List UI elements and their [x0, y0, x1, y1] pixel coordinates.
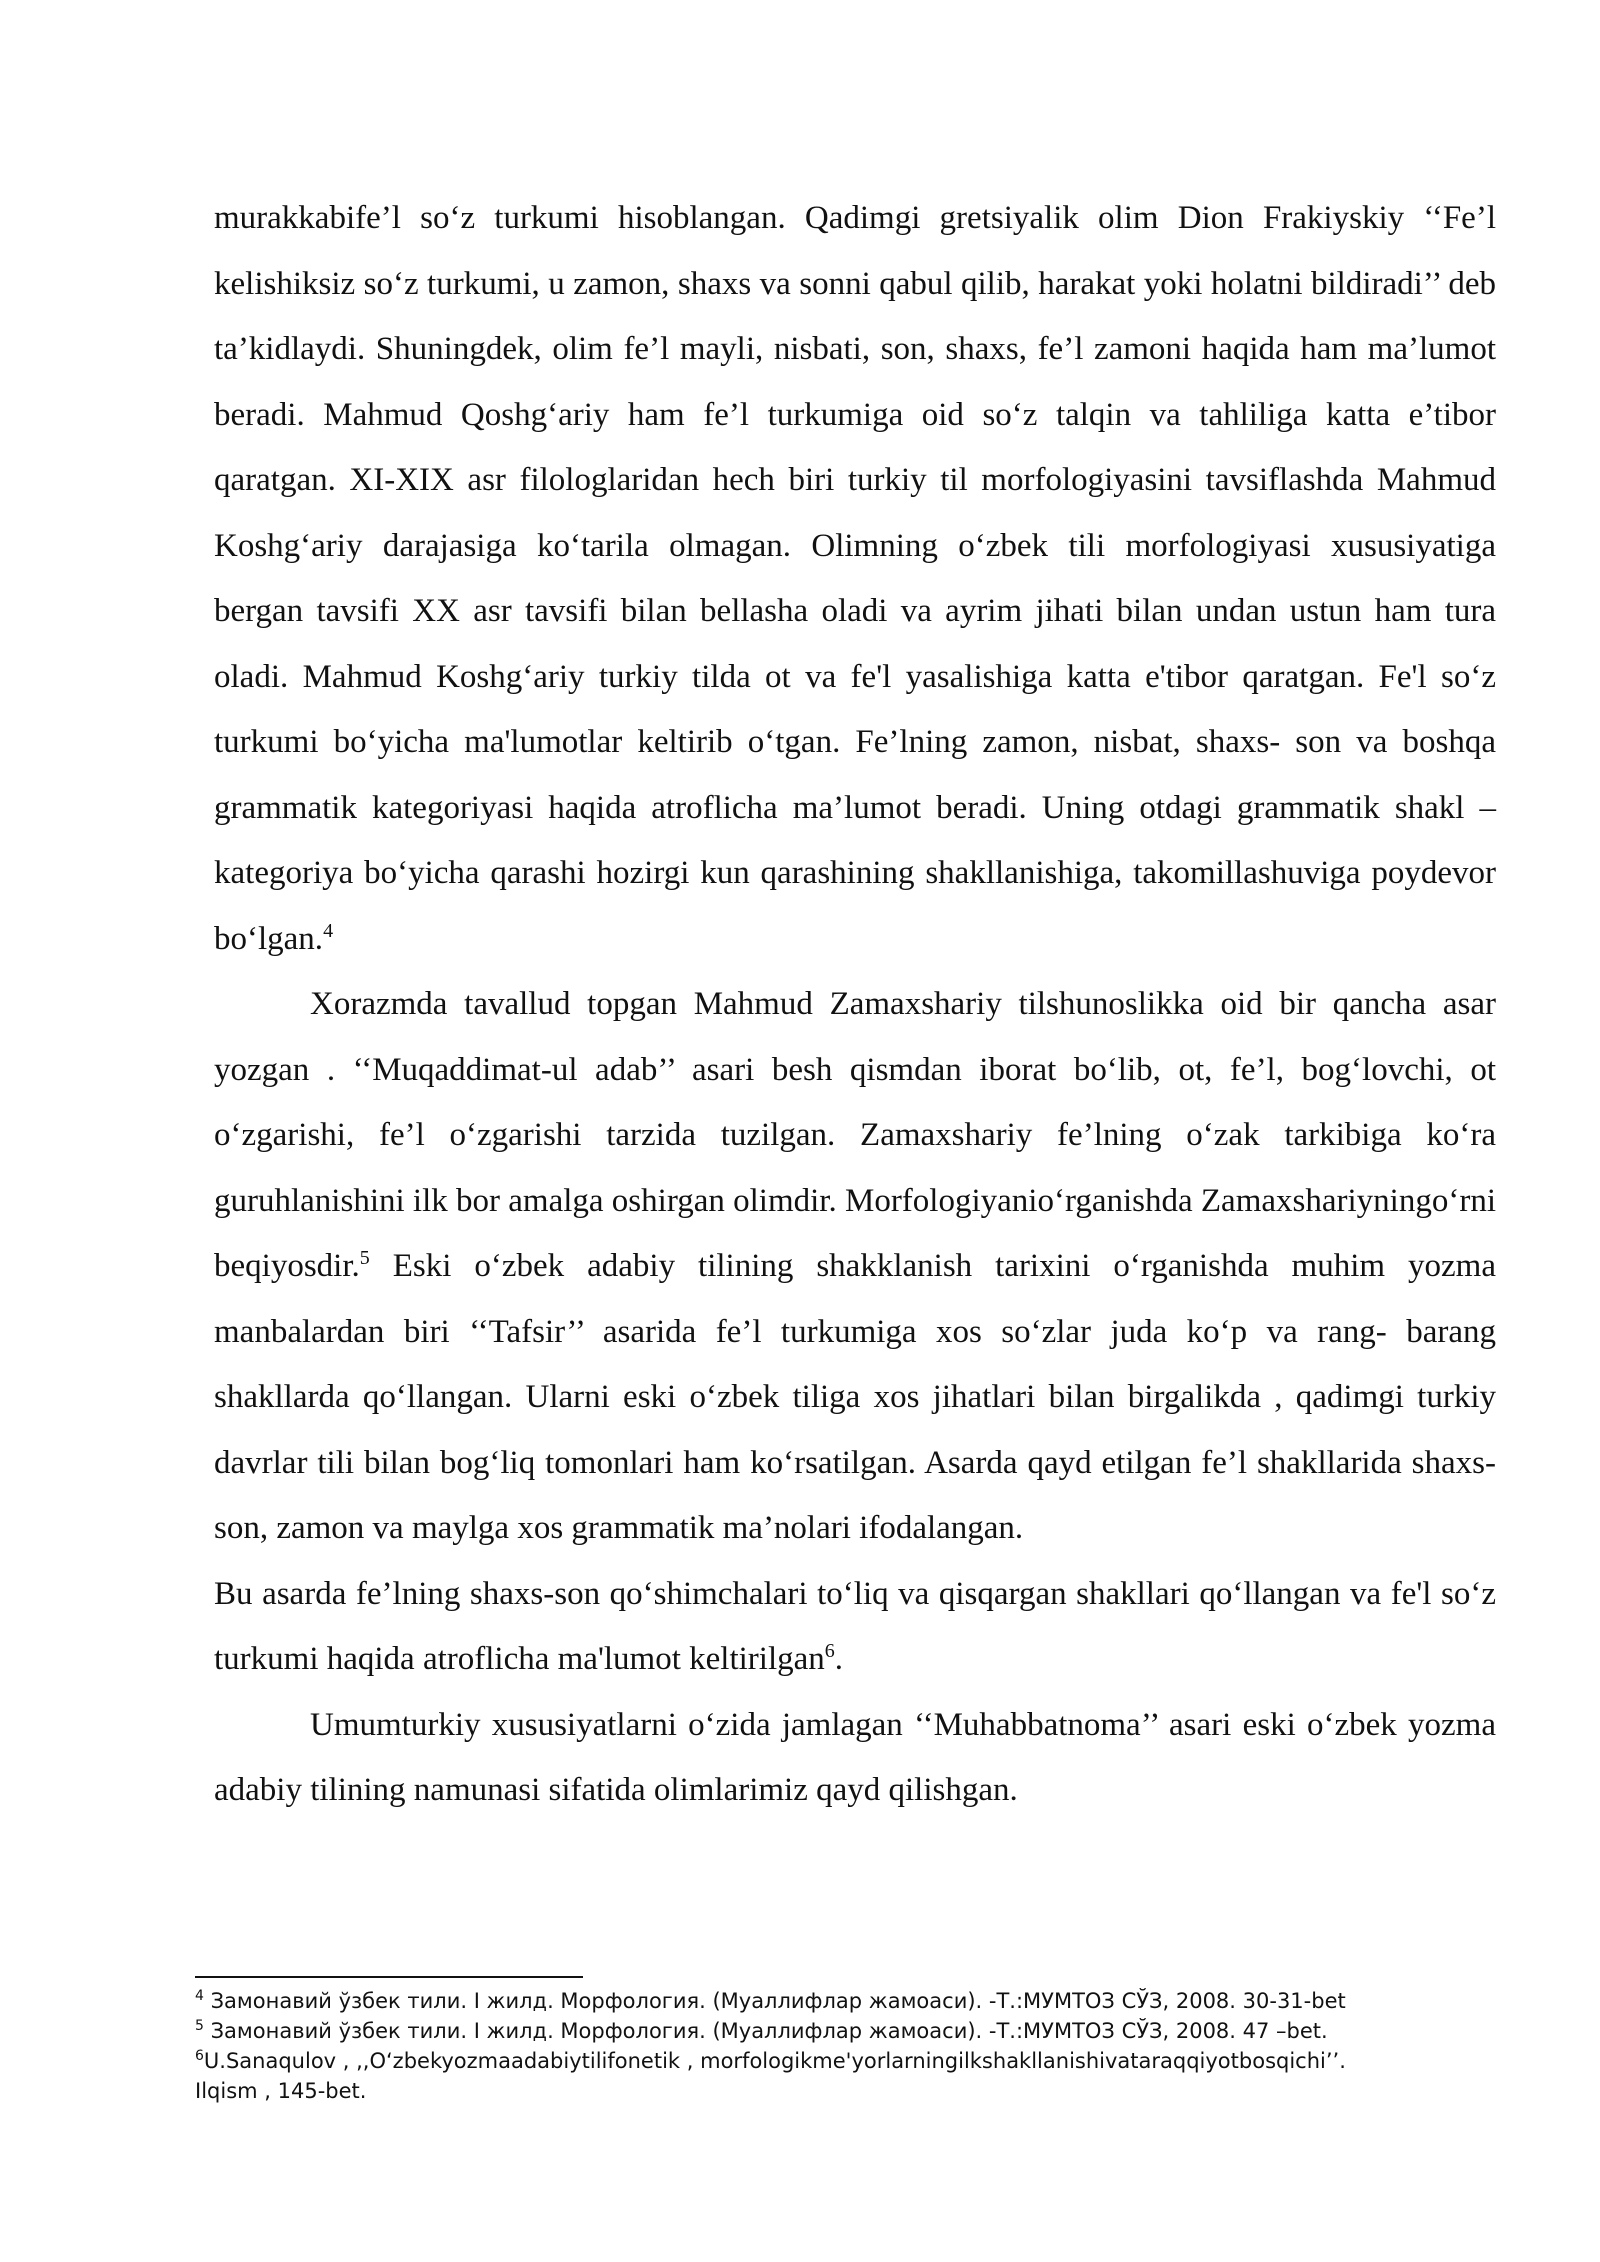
paragraph-text: Bu asarda fe’lning shaxs-son qo‘shimchalari to‘liq va qisqargan shakllari qo‘llangan va fe'l so‘z turkumi haqida atroflicha ma'lumot keltirilgan: [214, 1575, 1496, 1677]
footnote: [195, 1986, 1515, 2016]
footnote-ref[interactable]: 4: [323, 919, 334, 942]
paragraph-text: Umumturkiy xususiyatlarni o‘zida jamlagan ‘‘Muhabbatnoma’’ asari eski o‘zbek yozma adabiy tilining namunasi sifatida olimlarimiz qayd qilishgan.: [214, 1706, 1496, 1808]
footnote-ref[interactable]: 5: [359, 1247, 370, 1269]
footnote-text: Ilqism , 145-bet.: [195, 2079, 367, 2103]
body-paragraph: [214, 972, 1496, 1562]
footnote: [195, 2016, 1515, 2046]
footnote-text: Замонавий ўзбек тили. I жилд. Морфология. (Муаллифлар жамоаси). -Т.:МУМТОЗ СЎЗ, 2008. 30-31-bet: [203, 1989, 1346, 2013]
body-paragraph: [214, 1693, 1496, 1824]
footnote: [195, 2046, 1515, 2076]
footnote-number: 6: [195, 2048, 204, 2064]
body-paragraph: [214, 1562, 1496, 1693]
paragraph-text: .: [834, 1641, 844, 1677]
body-paragraph: [214, 186, 1496, 972]
footnote: [195, 2076, 1515, 2106]
document-body: [214, 186, 1496, 1824]
paragraph-text: murakkabife’l so‘z turkumi hisoblangan. Qadimgi gretsiyalik olim Dion Frakiyskiy ‘‘Fe’l kelishiksiz so‘z turkumi, u zamon, shaxs va sonni qabul qilib, harakat yoki holatni bildiradi’’ deb ta’kidlaydi. Shuningdek, olim fe’l mayli, nisbati, son, shaxs, fe’l zamoni haqida ham ma’lumot beradi. Mahmud Qoshg‘ariy ham fe’l turkumiga oid so‘z talqin va tahliliga katta e’tibor qaratgan. XI-XIX asr filologlaridan hech biri turkiy til morfologiyasini tavsiflashda Mahmud Koshg‘ariy darajasiga ko‘tarila olmagan. Olimning o‘zbek tili morfologiyasi xususiyatiga bergan tavsifi XX asr tavsifi bilan bellasha oladi va ayrim jihati bilan undan ustun ham tura oladi. Mahmud Koshg‘ariy turkiy tilda ot va fe'l yasalishiga katta e'tibor qaratgan. Fe'l so‘z turkumi bo‘yicha ma'lumotlar keltirib o‘tgan. Fe’lning zamon, nisbat, shaxs- son va boshqa grammatik kategoriyasi haqida atroflicha ma’lumot beradi. Uning otdagi grammatik shakl – kategoriya bo‘yicha qarashi hozirgi kun qarashining shakllanishiga, takomillashuviga poydevor bo‘lgan.: [214, 200, 1496, 957]
footnote-separator: [195, 1976, 583, 1978]
footnote-number: 5: [195, 2018, 204, 2034]
footnotes-section: [195, 1976, 1515, 2106]
footnote-number: 4: [195, 1988, 204, 2004]
footnote-text: U.Sanaqulov , ,,O‘zbekyozmaadabiytilifonetik , morfologikme'yorlarningilkshakllanishivataraqqiyotbosqichi’’.: [203, 2049, 1346, 2073]
footnote-text: Замонавий ўзбек тили. I жилд. Морфология. (Муаллифлар жамоаси). -Т.:МУМТОЗ СЎЗ, 2008. 47 –bet.: [203, 2019, 1328, 2043]
paragraph-text: Eski o‘zbek adabiy tilining shakklanish tarixini o‘rganishda muhim yozma manbalardan biri ‘‘Tafsir’’ asarida fe’l turkumiga xos so‘zlar juda ko‘p va rang- barang shakllarda qo‘llangan. Ularni eski o‘zbek tiliga xos jihatlari bilan birgalikda , qadimgi turkiy davrlar tili bilan bog‘liq tomonlari ham ko‘rsatilgan. Asarda qayd etilgan fe’l shakllarida shaxs- son, zamon va maylga xos grammatik ma’nolari ifodalangan.: [214, 1248, 1496, 1546]
paragraph-text: Xorazmda tavallud topgan Mahmud Zamaxshariy tilshunoslikka oid bir qancha asar yozgan . ‘‘Muqaddimat-ul adab’’ asari besh qismdan iborat bo‘lib, ot, fe’l, bog‘lovchi, ot o‘zgarishi, fe’l o‘zgarishi tarzida tuzilgan. Zamaxshariy fe’lning o‘zak tarkibiga ko‘ra guruhlanishini ilk bor amalga oshirgan olimdir. Morfologiyanio‘rganishda Zamaxshariyningo‘rni beqiyosdir.: [214, 986, 1496, 1284]
footnote-ref[interactable]: 6: [824, 1640, 835, 1662]
